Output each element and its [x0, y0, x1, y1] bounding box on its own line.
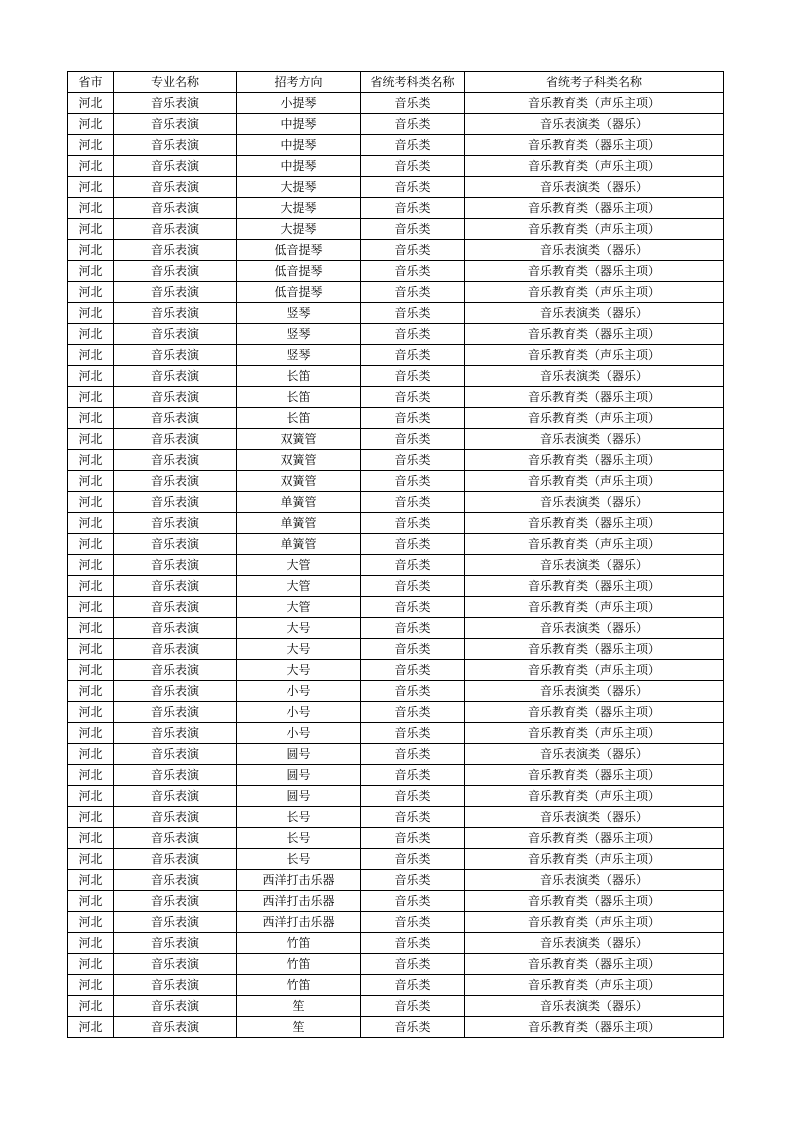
cell-exam-category: 音乐类 [361, 639, 465, 660]
cell-direction: 长号 [237, 849, 361, 870]
table-row [68, 324, 724, 345]
cell-direction: 单簧管 [237, 534, 361, 555]
cell-exam-subcategory: 音乐教育类（器乐主项） [465, 954, 724, 975]
cell-major: 音乐表演 [114, 408, 237, 429]
table-row [68, 177, 724, 198]
cell-major: 音乐表演 [114, 324, 237, 345]
cell-exam-subcategory: 音乐教育类（器乐主项） [465, 324, 724, 345]
cell-direction: 大管 [237, 576, 361, 597]
cell-exam-subcategory: 音乐表演类（器乐） [465, 303, 724, 324]
cell-direction: 大号 [237, 639, 361, 660]
cell-exam-subcategory: 音乐教育类（器乐主项） [465, 639, 724, 660]
table-row [68, 996, 724, 1017]
table-row [68, 870, 724, 891]
cell-exam-category: 音乐类 [361, 975, 465, 996]
cell-direction: 低音提琴 [237, 282, 361, 303]
header-province: 省市 [68, 72, 114, 93]
cell-exam-subcategory: 音乐教育类（器乐主项） [465, 513, 724, 534]
cell-exam-category: 音乐类 [361, 954, 465, 975]
cell-exam-category: 音乐类 [361, 534, 465, 555]
table-row [68, 744, 724, 765]
cell-major: 音乐表演 [114, 597, 237, 618]
cell-exam-subcategory: 音乐教育类（声乐主项） [465, 597, 724, 618]
cell-direction: 中提琴 [237, 114, 361, 135]
cell-exam-subcategory: 音乐教育类（声乐主项） [465, 93, 724, 114]
cell-province: 河北 [68, 702, 114, 723]
cell-exam-subcategory: 音乐教育类（器乐主项） [465, 1017, 724, 1038]
table-row [68, 219, 724, 240]
cell-major: 音乐表演 [114, 744, 237, 765]
cell-exam-subcategory: 音乐教育类（声乐主项） [465, 534, 724, 555]
cell-exam-subcategory: 音乐表演类（器乐） [465, 492, 724, 513]
cell-major: 音乐表演 [114, 387, 237, 408]
cell-direction: 小号 [237, 681, 361, 702]
cell-major: 音乐表演 [114, 429, 237, 450]
cell-direction: 双簧管 [237, 450, 361, 471]
table-row [68, 471, 724, 492]
cell-exam-subcategory: 音乐教育类（器乐主项） [465, 135, 724, 156]
cell-direction: 圆号 [237, 765, 361, 786]
cell-exam-subcategory: 音乐教育类（声乐主项） [465, 219, 724, 240]
cell-major: 音乐表演 [114, 198, 237, 219]
cell-exam-subcategory: 音乐表演类（器乐） [465, 114, 724, 135]
cell-major: 音乐表演 [114, 492, 237, 513]
cell-direction: 圆号 [237, 744, 361, 765]
cell-direction: 笙 [237, 996, 361, 1017]
cell-exam-subcategory: 音乐教育类（声乐主项） [465, 282, 724, 303]
cell-direction: 双簧管 [237, 429, 361, 450]
cell-major: 音乐表演 [114, 723, 237, 744]
cell-major: 音乐表演 [114, 345, 237, 366]
table-row [68, 114, 724, 135]
cell-major: 音乐表演 [114, 786, 237, 807]
cell-province: 河北 [68, 597, 114, 618]
cell-exam-subcategory: 音乐表演类（器乐） [465, 429, 724, 450]
cell-exam-subcategory: 音乐教育类（声乐主项） [465, 408, 724, 429]
cell-exam-subcategory: 音乐教育类（声乐主项） [465, 786, 724, 807]
cell-exam-category: 音乐类 [361, 366, 465, 387]
cell-exam-category: 音乐类 [361, 996, 465, 1017]
cell-major: 音乐表演 [114, 870, 237, 891]
cell-major: 音乐表演 [114, 534, 237, 555]
cell-major: 音乐表演 [114, 849, 237, 870]
cell-direction: 西洋打击乐器 [237, 912, 361, 933]
cell-major: 音乐表演 [114, 114, 237, 135]
header-exam-subcategory: 省统考子科类名称 [465, 72, 724, 93]
cell-province: 河北 [68, 639, 114, 660]
cell-major: 音乐表演 [114, 135, 237, 156]
cell-province: 河北 [68, 156, 114, 177]
cell-direction: 单簧管 [237, 492, 361, 513]
cell-direction: 笙 [237, 1017, 361, 1038]
cell-major: 音乐表演 [114, 765, 237, 786]
cell-province: 河北 [68, 933, 114, 954]
cell-exam-category: 音乐类 [361, 828, 465, 849]
cell-province: 河北 [68, 828, 114, 849]
cell-exam-subcategory: 音乐教育类（声乐主项） [465, 345, 724, 366]
cell-direction: 竖琴 [237, 303, 361, 324]
cell-province: 河北 [68, 261, 114, 282]
cell-direction: 中提琴 [237, 135, 361, 156]
cell-province: 河北 [68, 849, 114, 870]
cell-exam-category: 音乐类 [361, 870, 465, 891]
table-row [68, 240, 724, 261]
cell-exam-category: 音乐类 [361, 198, 465, 219]
cell-exam-subcategory: 音乐表演类（器乐） [465, 807, 724, 828]
cell-direction: 大管 [237, 555, 361, 576]
cell-province: 河北 [68, 618, 114, 639]
cell-major: 音乐表演 [114, 240, 237, 261]
cell-direction: 竹笛 [237, 954, 361, 975]
cell-exam-category: 音乐类 [361, 135, 465, 156]
cell-exam-category: 音乐类 [361, 513, 465, 534]
admissions-table [67, 71, 724, 1038]
cell-exam-subcategory: 音乐教育类（器乐主项） [465, 576, 724, 597]
cell-exam-category: 音乐类 [361, 219, 465, 240]
cell-exam-category: 音乐类 [361, 324, 465, 345]
cell-exam-category: 音乐类 [361, 429, 465, 450]
cell-major: 音乐表演 [114, 996, 237, 1017]
cell-direction: 竖琴 [237, 345, 361, 366]
cell-major: 音乐表演 [114, 891, 237, 912]
cell-exam-subcategory: 音乐教育类（声乐主项） [465, 471, 724, 492]
table-row [68, 702, 724, 723]
cell-exam-category: 音乐类 [361, 387, 465, 408]
cell-exam-category: 音乐类 [361, 891, 465, 912]
table-row [68, 639, 724, 660]
cell-direction: 圆号 [237, 786, 361, 807]
cell-exam-subcategory: 音乐表演类（器乐） [465, 618, 724, 639]
cell-major: 音乐表演 [114, 219, 237, 240]
cell-province: 河北 [68, 93, 114, 114]
cell-exam-subcategory: 音乐表演类（器乐） [465, 177, 724, 198]
cell-direction: 大提琴 [237, 219, 361, 240]
cell-direction: 中提琴 [237, 156, 361, 177]
cell-exam-category: 音乐类 [361, 156, 465, 177]
table-row [68, 954, 724, 975]
cell-direction: 长号 [237, 828, 361, 849]
cell-direction: 长号 [237, 807, 361, 828]
cell-exam-category: 音乐类 [361, 933, 465, 954]
cell-exam-subcategory: 音乐表演类（器乐） [465, 870, 724, 891]
table-row [68, 282, 724, 303]
cell-major: 音乐表演 [114, 513, 237, 534]
cell-exam-category: 音乐类 [361, 744, 465, 765]
cell-exam-category: 音乐类 [361, 177, 465, 198]
cell-exam-category: 音乐类 [361, 114, 465, 135]
cell-major: 音乐表演 [114, 975, 237, 996]
cell-exam-category: 音乐类 [361, 618, 465, 639]
cell-exam-category: 音乐类 [361, 345, 465, 366]
table-row [68, 198, 724, 219]
table-row [68, 261, 724, 282]
cell-exam-category: 音乐类 [361, 765, 465, 786]
cell-province: 河北 [68, 912, 114, 933]
cell-direction: 竹笛 [237, 933, 361, 954]
cell-exam-subcategory: 音乐教育类（声乐主项） [465, 975, 724, 996]
cell-major: 音乐表演 [114, 303, 237, 324]
cell-province: 河北 [68, 891, 114, 912]
cell-province: 河北 [68, 471, 114, 492]
cell-direction: 长笛 [237, 408, 361, 429]
cell-exam-category: 音乐类 [361, 576, 465, 597]
cell-direction: 西洋打击乐器 [237, 870, 361, 891]
table-row [68, 786, 724, 807]
cell-exam-subcategory: 音乐教育类（器乐主项） [465, 387, 724, 408]
table-row [68, 828, 724, 849]
table-row [68, 849, 724, 870]
cell-exam-subcategory: 音乐教育类（器乐主项） [465, 450, 724, 471]
cell-province: 河北 [68, 429, 114, 450]
cell-major: 音乐表演 [114, 261, 237, 282]
cell-province: 河北 [68, 723, 114, 744]
cell-major: 音乐表演 [114, 828, 237, 849]
table-row [68, 912, 724, 933]
cell-province: 河北 [68, 786, 114, 807]
header-exam-category: 省统考科类名称 [361, 72, 465, 93]
cell-province: 河北 [68, 996, 114, 1017]
cell-exam-subcategory: 音乐表演类（器乐） [465, 744, 724, 765]
table-row [68, 1017, 724, 1038]
table-row [68, 93, 724, 114]
cell-major: 音乐表演 [114, 282, 237, 303]
cell-exam-category: 音乐类 [361, 702, 465, 723]
table-row [68, 723, 724, 744]
cell-province: 河北 [68, 303, 114, 324]
table-row [68, 891, 724, 912]
cell-exam-subcategory: 音乐教育类（器乐主项） [465, 702, 724, 723]
cell-major: 音乐表演 [114, 576, 237, 597]
cell-province: 河北 [68, 282, 114, 303]
cell-major: 音乐表演 [114, 912, 237, 933]
table-body [68, 93, 724, 1038]
cell-exam-subcategory: 音乐教育类（器乐主项） [465, 828, 724, 849]
cell-direction: 大号 [237, 618, 361, 639]
cell-direction: 竹笛 [237, 975, 361, 996]
table-row [68, 975, 724, 996]
cell-major: 音乐表演 [114, 555, 237, 576]
table-row [68, 492, 724, 513]
cell-exam-subcategory: 音乐表演类（器乐） [465, 366, 724, 387]
cell-direction: 大提琴 [237, 177, 361, 198]
cell-exam-category: 音乐类 [361, 807, 465, 828]
table-row [68, 576, 724, 597]
cell-province: 河北 [68, 744, 114, 765]
table-row [68, 534, 724, 555]
cell-exam-subcategory: 音乐教育类（器乐主项） [465, 261, 724, 282]
cell-direction: 低音提琴 [237, 261, 361, 282]
cell-major: 音乐表演 [114, 639, 237, 660]
cell-major: 音乐表演 [114, 450, 237, 471]
cell-major: 音乐表演 [114, 471, 237, 492]
cell-province: 河北 [68, 975, 114, 996]
table-row [68, 345, 724, 366]
cell-exam-category: 音乐类 [361, 492, 465, 513]
table-row [68, 807, 724, 828]
cell-exam-subcategory: 音乐表演类（器乐） [465, 681, 724, 702]
cell-exam-subcategory: 音乐表演类（器乐） [465, 555, 724, 576]
header-direction: 招考方向 [237, 72, 361, 93]
table-row [68, 618, 724, 639]
header-row [68, 72, 724, 93]
cell-major: 音乐表演 [114, 807, 237, 828]
cell-major: 音乐表演 [114, 93, 237, 114]
cell-direction: 单簧管 [237, 513, 361, 534]
cell-exam-subcategory: 音乐表演类（器乐） [465, 996, 724, 1017]
cell-major: 音乐表演 [114, 1017, 237, 1038]
cell-major: 音乐表演 [114, 681, 237, 702]
cell-direction: 长笛 [237, 387, 361, 408]
cell-exam-category: 音乐类 [361, 408, 465, 429]
table-row [68, 681, 724, 702]
cell-exam-category: 音乐类 [361, 471, 465, 492]
cell-province: 河北 [68, 954, 114, 975]
cell-province: 河北 [68, 366, 114, 387]
cell-exam-category: 音乐类 [361, 597, 465, 618]
cell-direction: 小提琴 [237, 93, 361, 114]
cell-province: 河北 [68, 135, 114, 156]
cell-exam-subcategory: 音乐教育类（声乐主项） [465, 660, 724, 681]
cell-exam-subcategory: 音乐教育类（器乐主项） [465, 891, 724, 912]
cell-direction: 西洋打击乐器 [237, 891, 361, 912]
cell-province: 河北 [68, 324, 114, 345]
table-row [68, 660, 724, 681]
cell-exam-category: 音乐类 [361, 282, 465, 303]
cell-exam-subcategory: 音乐教育类（声乐主项） [465, 723, 724, 744]
cell-exam-subcategory: 音乐教育类（声乐主项） [465, 849, 724, 870]
cell-exam-subcategory: 音乐表演类（器乐） [465, 933, 724, 954]
cell-direction: 双簧管 [237, 471, 361, 492]
cell-province: 河北 [68, 114, 114, 135]
cell-direction: 大管 [237, 597, 361, 618]
table-row [68, 555, 724, 576]
cell-exam-category: 音乐类 [361, 555, 465, 576]
table-row [68, 513, 724, 534]
cell-exam-category: 音乐类 [361, 303, 465, 324]
cell-major: 音乐表演 [114, 954, 237, 975]
cell-province: 河北 [68, 177, 114, 198]
cell-province: 河北 [68, 555, 114, 576]
cell-exam-category: 音乐类 [361, 681, 465, 702]
cell-direction: 低音提琴 [237, 240, 361, 261]
table-row [68, 303, 724, 324]
cell-province: 河北 [68, 681, 114, 702]
cell-major: 音乐表演 [114, 618, 237, 639]
table-row [68, 408, 724, 429]
cell-exam-category: 音乐类 [361, 93, 465, 114]
cell-province: 河北 [68, 198, 114, 219]
cell-exam-category: 音乐类 [361, 912, 465, 933]
cell-exam-category: 音乐类 [361, 849, 465, 870]
table-row [68, 933, 724, 954]
cell-exam-subcategory: 音乐教育类（器乐主项） [465, 198, 724, 219]
cell-exam-category: 音乐类 [361, 240, 465, 261]
cell-major: 音乐表演 [114, 366, 237, 387]
cell-direction: 长笛 [237, 366, 361, 387]
table-row [68, 156, 724, 177]
header-major: 专业名称 [114, 72, 237, 93]
cell-exam-category: 音乐类 [361, 660, 465, 681]
table-row [68, 450, 724, 471]
table-row [68, 135, 724, 156]
cell-province: 河北 [68, 219, 114, 240]
cell-province: 河北 [68, 387, 114, 408]
table-row [68, 765, 724, 786]
cell-direction: 竖琴 [237, 324, 361, 345]
cell-major: 音乐表演 [114, 702, 237, 723]
cell-major: 音乐表演 [114, 177, 237, 198]
cell-province: 河北 [68, 240, 114, 261]
cell-province: 河北 [68, 765, 114, 786]
cell-province: 河北 [68, 807, 114, 828]
table-row [68, 366, 724, 387]
cell-exam-subcategory: 音乐表演类（器乐） [465, 240, 724, 261]
cell-exam-category: 音乐类 [361, 261, 465, 282]
cell-province: 河北 [68, 450, 114, 471]
cell-exam-subcategory: 音乐教育类（器乐主项） [465, 765, 724, 786]
cell-major: 音乐表演 [114, 660, 237, 681]
cell-province: 河北 [68, 1017, 114, 1038]
cell-direction: 大号 [237, 660, 361, 681]
cell-exam-category: 音乐类 [361, 1017, 465, 1038]
cell-exam-category: 音乐类 [361, 450, 465, 471]
cell-direction: 小号 [237, 723, 361, 744]
cell-major: 音乐表演 [114, 156, 237, 177]
cell-province: 河北 [68, 660, 114, 681]
cell-exam-category: 音乐类 [361, 723, 465, 744]
cell-exam-subcategory: 音乐教育类（声乐主项） [465, 912, 724, 933]
table-row [68, 597, 724, 618]
cell-province: 河北 [68, 408, 114, 429]
cell-province: 河北 [68, 513, 114, 534]
cell-province: 河北 [68, 492, 114, 513]
cell-province: 河北 [68, 345, 114, 366]
table-row [68, 429, 724, 450]
cell-province: 河北 [68, 534, 114, 555]
cell-exam-subcategory: 音乐教育类（声乐主项） [465, 156, 724, 177]
cell-major: 音乐表演 [114, 933, 237, 954]
table-row [68, 387, 724, 408]
cell-province: 河北 [68, 870, 114, 891]
cell-direction: 大提琴 [237, 198, 361, 219]
cell-exam-category: 音乐类 [361, 786, 465, 807]
cell-direction: 小号 [237, 702, 361, 723]
cell-province: 河北 [68, 576, 114, 597]
